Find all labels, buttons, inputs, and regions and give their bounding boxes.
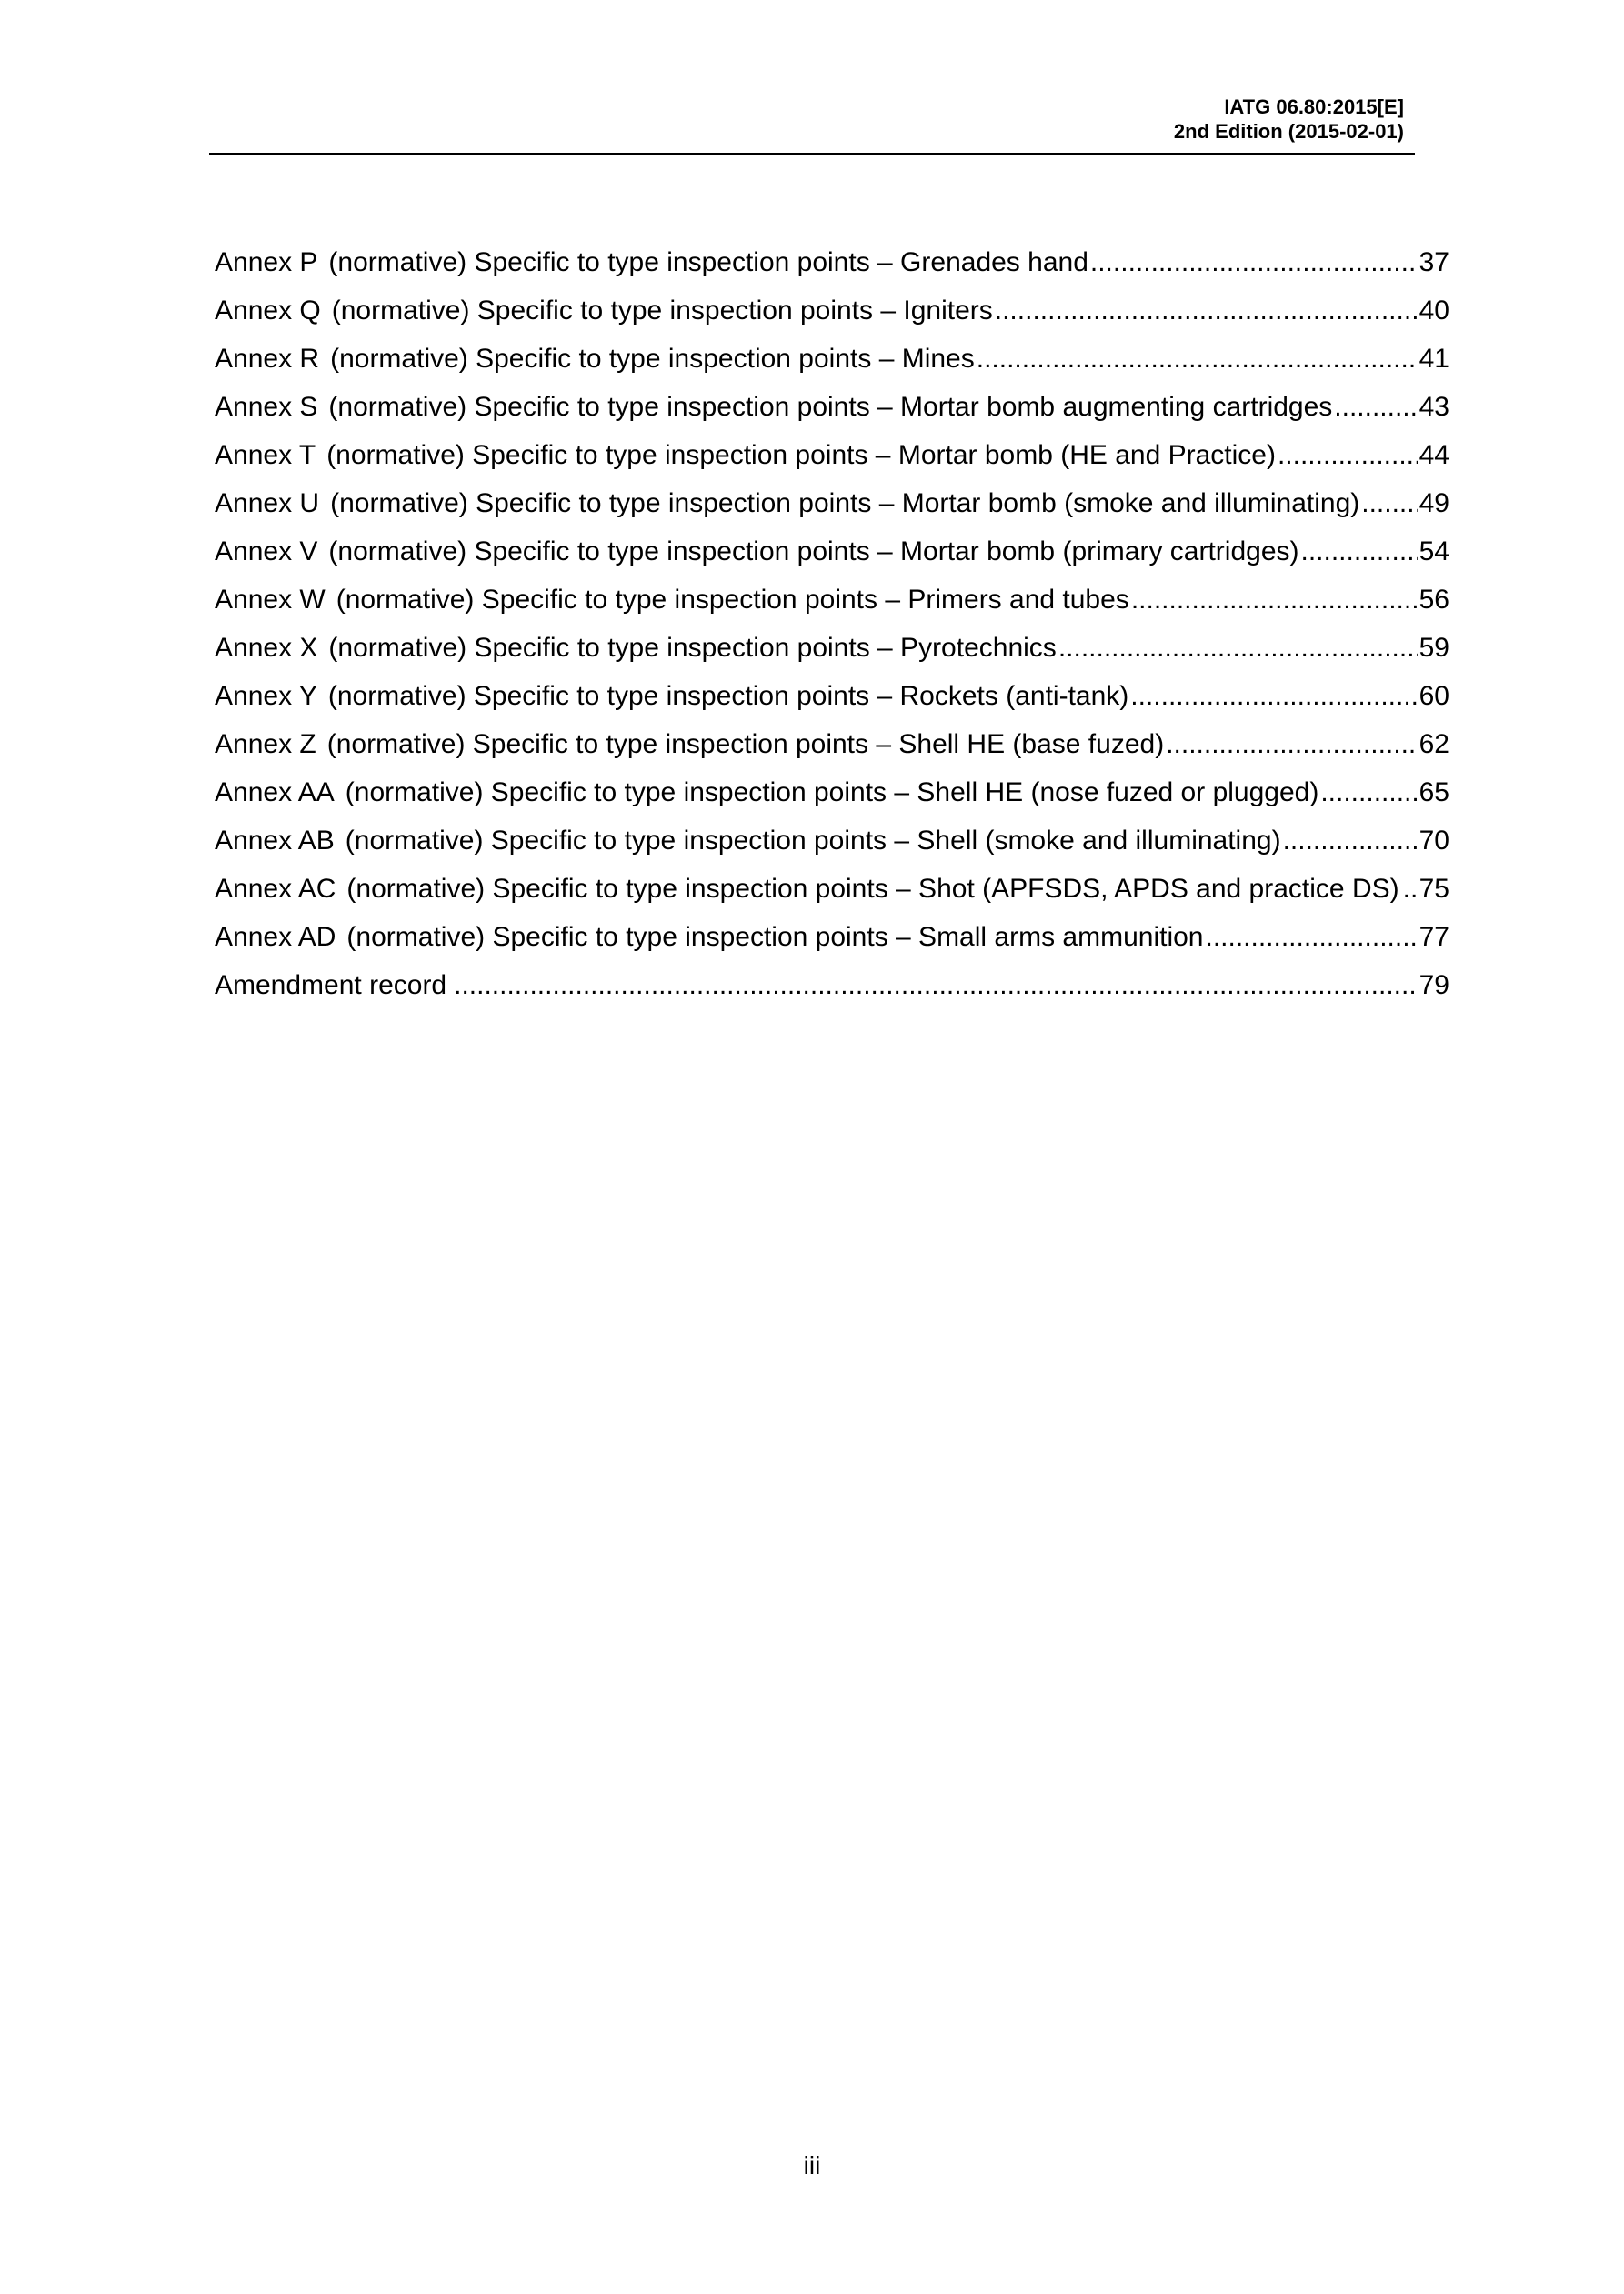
toc-entry-page: 49 [1418, 488, 1449, 518]
toc-entry-annex: Annex V [215, 536, 318, 566]
toc-entry-text: (normative) Specific to type inspection points – Rockets (anti-tank) [327, 681, 1129, 711]
toc-entry-page: 77 [1418, 922, 1449, 952]
toc-entry-text: (normative) Specific to type inspection points – Mines [330, 344, 975, 374]
toc-entry-text: (normative) Specific to type inspection points – Shell (smoke and illuminating) [345, 826, 1281, 856]
edition-date: 2nd Edition (2015-02-01) [1173, 120, 1404, 143]
toc-entry-annex: Annex R [215, 344, 320, 374]
toc-entry-text: (normative) Specific to type inspection points – Shell HE (nose fuzed or plugged) [345, 777, 1319, 807]
toc-dot-leader [1301, 527, 1418, 576]
toc-entry-title [215, 672, 1128, 720]
toc-entry-page: 44 [1418, 440, 1449, 470]
toc-dot-leader [1403, 865, 1416, 913]
toc-entry-page: 60 [1418, 681, 1449, 711]
toc-entry-page: 62 [1418, 729, 1449, 759]
toc-dot-leader [977, 335, 1418, 383]
toc-entry-annex: Annex T [215, 440, 316, 470]
toc-entry-text: (normative) Specific to type inspection points – Shell HE (base fuzed) [326, 729, 1165, 759]
toc-entry-title [215, 624, 1057, 672]
toc-entry-title [215, 816, 1281, 865]
toc-entry-page: 75 [1418, 874, 1449, 904]
toc-entry-annex: Annex W [215, 585, 326, 615]
toc-entry-text: (normative) Specific to type inspection points – Pyrotechnics [328, 633, 1057, 663]
toc-entry[interactable] [215, 720, 1449, 768]
toc-entry-page: 59 [1418, 633, 1449, 663]
toc-entry-title [215, 961, 446, 1009]
toc-entry-title [215, 479, 1359, 527]
toc-entry-title [215, 286, 993, 335]
toc-entry-annex: Annex X [215, 633, 318, 663]
toc-entry[interactable] [215, 479, 1449, 527]
toc-entry-annex: Annex AB [215, 826, 335, 856]
toc-entry-text: (normative) Specific to type inspection points – Igniters [331, 296, 993, 326]
toc-entry[interactable] [215, 383, 1449, 431]
toc-entry-page: 70 [1418, 826, 1449, 856]
toc-entry[interactable] [215, 816, 1449, 865]
toc-dot-leader [1090, 238, 1418, 286]
toc-entry-page: 37 [1418, 247, 1449, 277]
toc-entry[interactable] [215, 865, 1449, 913]
toc-dot-leader [1320, 768, 1417, 816]
toc-entry-title [215, 383, 1332, 431]
toc-entry-page: 54 [1418, 536, 1449, 566]
toc-dot-leader [454, 961, 1418, 1009]
toc-entry-annex: Annex AA [215, 777, 335, 807]
toc-entry[interactable] [215, 913, 1449, 961]
toc-entry-text: Amendment record [215, 970, 447, 1000]
toc-entry-page: 79 [1418, 970, 1449, 1000]
toc-dot-leader [1361, 479, 1417, 527]
toc-entry-annex: Annex P [215, 247, 318, 277]
toc-entry-text: (normative) Specific to type inspection points – Mortar bomb augmenting cartridges [328, 392, 1333, 422]
toc-entry[interactable] [215, 768, 1449, 816]
table-of-contents [215, 238, 1449, 1009]
toc-dot-leader [1334, 383, 1417, 431]
toc-entry[interactable] [215, 527, 1449, 576]
toc-entry[interactable] [215, 672, 1449, 720]
toc-dot-leader [1283, 816, 1418, 865]
page-number: iii [803, 2151, 821, 2179]
toc-entry-title [215, 865, 1399, 913]
toc-entry-title [215, 431, 1276, 479]
toc-entry-annex: Annex Y [215, 681, 317, 711]
toc-entry-annex: Annex U [215, 488, 320, 518]
toc-entry-title [215, 913, 1203, 961]
toc-dot-leader [1166, 720, 1417, 768]
toc-entry-text: (normative) Specific to type inspection points – Mortar bomb (HE and Practice) [326, 440, 1276, 470]
toc-entry[interactable] [215, 576, 1449, 624]
toc-entry[interactable] [215, 238, 1449, 286]
toc-entry[interactable] [215, 431, 1449, 479]
toc-dot-leader [995, 286, 1418, 335]
toc-entry-title [215, 720, 1164, 768]
toc-entry-page: 56 [1418, 585, 1449, 615]
toc-entry-annex: Annex AD [215, 922, 336, 952]
toc-entry-annex: Annex AC [215, 874, 336, 904]
toc-entry-title [215, 335, 975, 383]
toc-entry[interactable] [215, 624, 1449, 672]
toc-entry-title [215, 527, 1299, 576]
toc-entry-text: (normative) Specific to type inspection points – Mortar bomb (primary cartridges) [328, 536, 1299, 566]
toc-entry-amendment-record[interactable] [215, 961, 1449, 1009]
toc-entry-text: (normative) Specific to type inspection points – Primers and tubes [336, 585, 1129, 615]
toc-entry-title [215, 576, 1129, 624]
toc-entry-text: (normative) Specific to type inspection points – Small arms ammunition [346, 922, 1204, 952]
document-id: IATG 06.80:2015[E] [1224, 95, 1404, 118]
toc-entry-page: 65 [1418, 777, 1449, 807]
toc-entry-text: (normative) Specific to type inspection points – Mortar bomb (smoke and illuminating) [330, 488, 1360, 518]
toc-dot-leader [1130, 672, 1417, 720]
toc-dot-leader [1131, 576, 1418, 624]
toc-dot-leader [1058, 624, 1418, 672]
toc-entry[interactable] [215, 335, 1449, 383]
toc-dot-leader [1278, 431, 1418, 479]
page-header [209, 95, 1415, 155]
toc-dot-leader [1205, 913, 1417, 961]
toc-entry-annex: Annex Z [215, 729, 316, 759]
toc-entry-annex: Annex Q [215, 296, 321, 326]
toc-entry-title [215, 238, 1088, 286]
toc-entry[interactable] [215, 286, 1449, 335]
toc-entry-text: (normative) Specific to type inspection points – Shot (APFSDS, APDS and practice DS) [346, 874, 1399, 904]
toc-entry-annex: Annex S [215, 392, 318, 422]
toc-entry-text: (normative) Specific to type inspection points – Grenades hand [328, 247, 1088, 277]
toc-entry-page: 43 [1418, 392, 1449, 422]
toc-entry-page: 40 [1418, 296, 1449, 326]
toc-entry-page: 41 [1418, 344, 1449, 374]
toc-entry-title [215, 768, 1318, 816]
